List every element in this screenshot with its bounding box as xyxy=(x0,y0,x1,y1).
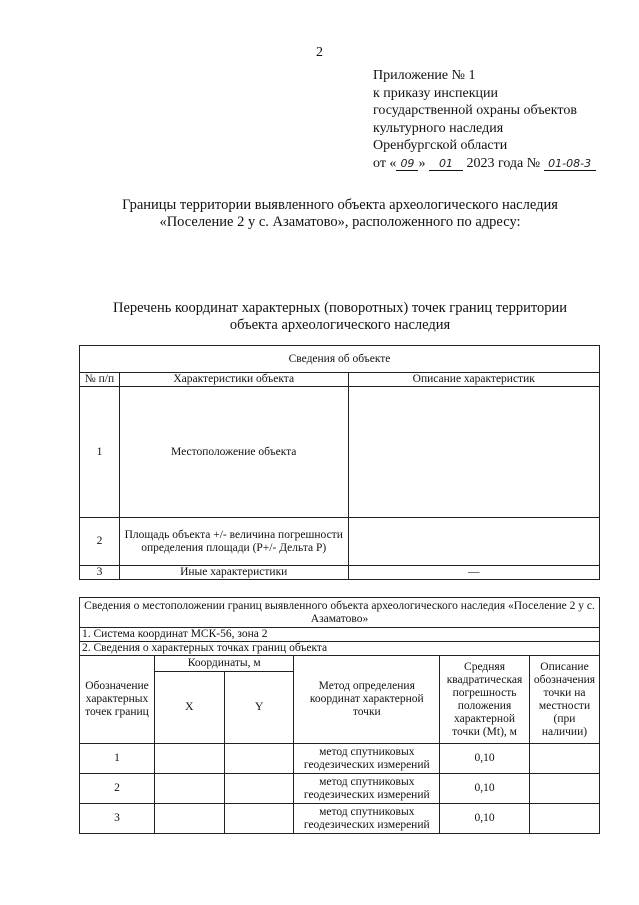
page-number: 2 xyxy=(316,45,323,60)
table-row: 1 Местоположение объекта xyxy=(80,387,600,518)
coord-system: 1. Система координат МСК-56, зона 2 xyxy=(80,628,600,642)
table-row: 1 метод спутниковых геодезических измерений 0,10 xyxy=(80,744,600,774)
appendix-line: государственной охраны объектов xyxy=(373,103,577,118)
points-section: 2. Сведения о характерных точках границ объекта xyxy=(80,642,600,656)
col-x: X xyxy=(154,672,224,744)
list-title: Перечень координат характерных (поворотных) точек границ территории объекта археологического наследия xyxy=(112,300,568,333)
appendix-line: Приложение № 1 xyxy=(373,68,476,83)
col-error: Средняя квадратическая погрешность положения характерной точки (Mt), м xyxy=(440,656,530,744)
appendix-block xyxy=(373,67,596,172)
table1-col-num: № п/п xyxy=(80,373,120,387)
table1-col-char: Характеристики объекта xyxy=(119,373,348,387)
col-desc: Описание обозначения точки на местности (при наличии) xyxy=(529,656,599,744)
col-coords: Координаты, м xyxy=(154,656,294,672)
table1-header: Сведения об объекте xyxy=(80,346,600,373)
table1-col-desc: Описание характеристик xyxy=(348,373,600,387)
date-prefix: от « xyxy=(373,155,397,171)
col-y: Y xyxy=(224,672,294,744)
table2-header: Сведения о местоположении границ выявленного объекта археологического наследия «Поселение 2 у с. Азаматово» xyxy=(80,598,600,628)
order-number: 01-08-3 xyxy=(544,158,596,171)
appendix-date-line xyxy=(373,155,596,173)
appendix-line: Оренбургской области xyxy=(373,138,508,153)
date-month: 01 xyxy=(429,158,463,171)
table-row: 2 метод спутниковых геодезических измерений 0,10 xyxy=(80,774,600,804)
appendix-line: к приказу инспекции xyxy=(373,85,499,101)
table-row: 3 метод спутниковых геодезических измерений 0,10 xyxy=(80,804,600,834)
date-day: 09 xyxy=(396,158,418,171)
object-info-table xyxy=(79,345,600,580)
coordinates-table xyxy=(79,597,600,834)
table-row: 3 Иные характеристики — xyxy=(80,566,600,580)
document-title: Границы территории выявленного объекта археологического наследия «Поселение 2 у с. Азаматово», расположенного по адресу: xyxy=(122,197,558,230)
col-point: Обозначение характерных точек границ xyxy=(80,656,155,744)
date-day-close: » xyxy=(418,155,426,171)
col-method: Метод определения координат характерной точки xyxy=(294,656,440,744)
date-year: 2023 года № xyxy=(466,155,541,171)
table-row: 2 Площадь объекта +/- величина погрешности определения площади (Р+/- Дельта Р) xyxy=(80,518,600,566)
appendix-line: культурного наследия xyxy=(373,120,504,136)
